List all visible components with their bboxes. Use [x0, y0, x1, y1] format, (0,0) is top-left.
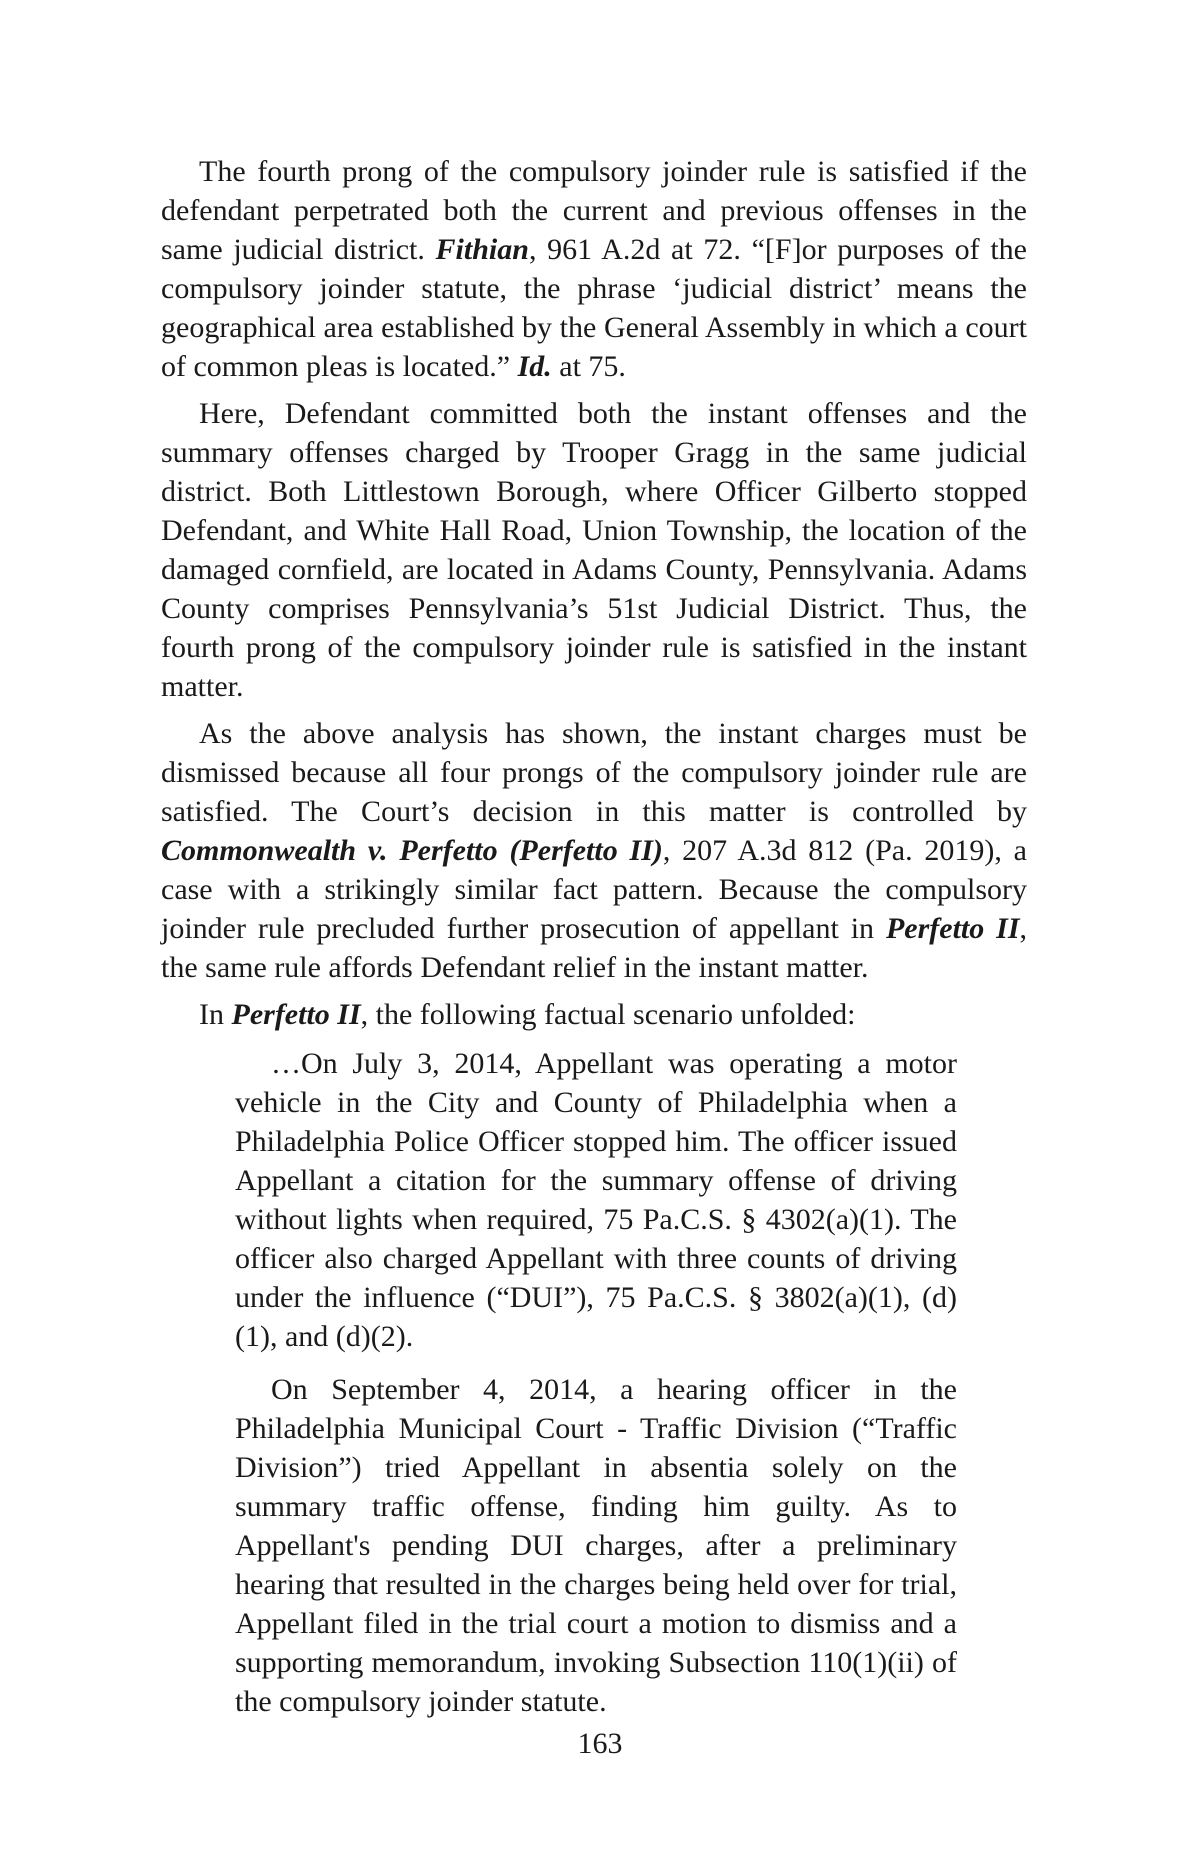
paragraph-scenario-intro	[161, 995, 1027, 1034]
paragraph-text: As the above analysis has shown, the instant charges must be dismissed because all four prongs of the compulsory joinder rule are satisfied. The Court’s decision in this matter is controlled by	[161, 717, 1027, 828]
case-citation: Commonwealth v. Perfetto (Perfetto II)	[161, 834, 663, 867]
paragraph-text: , 207 A.3d 812 (Pa. 2019), a case with a strikingly similar fact pattern. Because the compulsory joinder rule precluded further prosecution of appellant in	[161, 834, 1027, 945]
paragraph-text: The fourth prong of the compulsory joinder rule is satisfied if the defendant perpetrated both the current and previous offenses in the same judicial district.	[161, 155, 1027, 266]
paragraph-text: at 75.	[551, 350, 626, 383]
page-body	[161, 152, 1027, 1735]
case-citation: Id.	[517, 350, 552, 383]
paragraph-text: , 961 A.2d at 72. “[F]or purposes of the compulsory joinder statute, the phrase ‘judicial district’ means the geographical area established by the General Assembly in which a court of common pleas is located.”	[161, 233, 1027, 383]
paragraph-text: , the same rule affords Defendant relief in the instant matter.	[161, 912, 1027, 984]
paragraph-text: Here, Defendant committed both the instant offenses and the summary offenses charged by Trooper Gragg in the same judicial district. Both Littlestown Borough, where Officer Gilberto stopped Defendant, and White Hall Road, Union Township, the location of the damaged cornfield, are located in Adams County, Pennsylvania. Adams County comprises Pennsylvania’s 51st Judicial District. Thus, the fourth prong of the compulsory joinder rule is satisfied in the instant matter.	[161, 397, 1027, 703]
paragraph-text: In	[199, 998, 232, 1031]
paragraph-analysis	[161, 714, 1027, 987]
case-citation: Perfetto II	[885, 912, 1020, 945]
case-citation: Perfetto II	[231, 998, 361, 1031]
quote-paragraph: …On July 3, 2014, Appellant was operating a motor vehicle in the City and County of Philadelphia when a Philadelphia Police Officer stopped him. The officer issued Appellant a citation for the summary offense of driving without lights when required, 75 Pa.C.S. § 4302(a)(1). The officer also charged Appellant with three counts of driving under the influence (“DUI”), 75 Pa.C.S. § 3802(a)(1), (d)(1), and (d)(2).	[235, 1047, 957, 1353]
page-number: 163	[577, 1727, 623, 1760]
block-quote	[235, 1044, 957, 1721]
paragraph-fourth-prong	[161, 152, 1027, 386]
quote-paragraph: On September 4, 2014, a hearing officer in the Philadelphia Municipal Court - Traffic Division (“Traffic Division”) tried Appellant in absentia solely on the summary traffic offense, finding him guilty. As to Appellant's pending DUI charges, after a preliminary hearing that resulted in the charges being held over for trial, Appellant filed in the trial court a motion to dismiss and a supporting memorandum, invoking Subsection 110(1)(ii) of the compulsory joinder statute.	[235, 1373, 957, 1718]
paragraph-judicial-district	[161, 394, 1027, 706]
paragraph-text: , the following factual scenario unfolded:	[360, 998, 856, 1031]
case-citation: Fithian	[435, 233, 529, 266]
